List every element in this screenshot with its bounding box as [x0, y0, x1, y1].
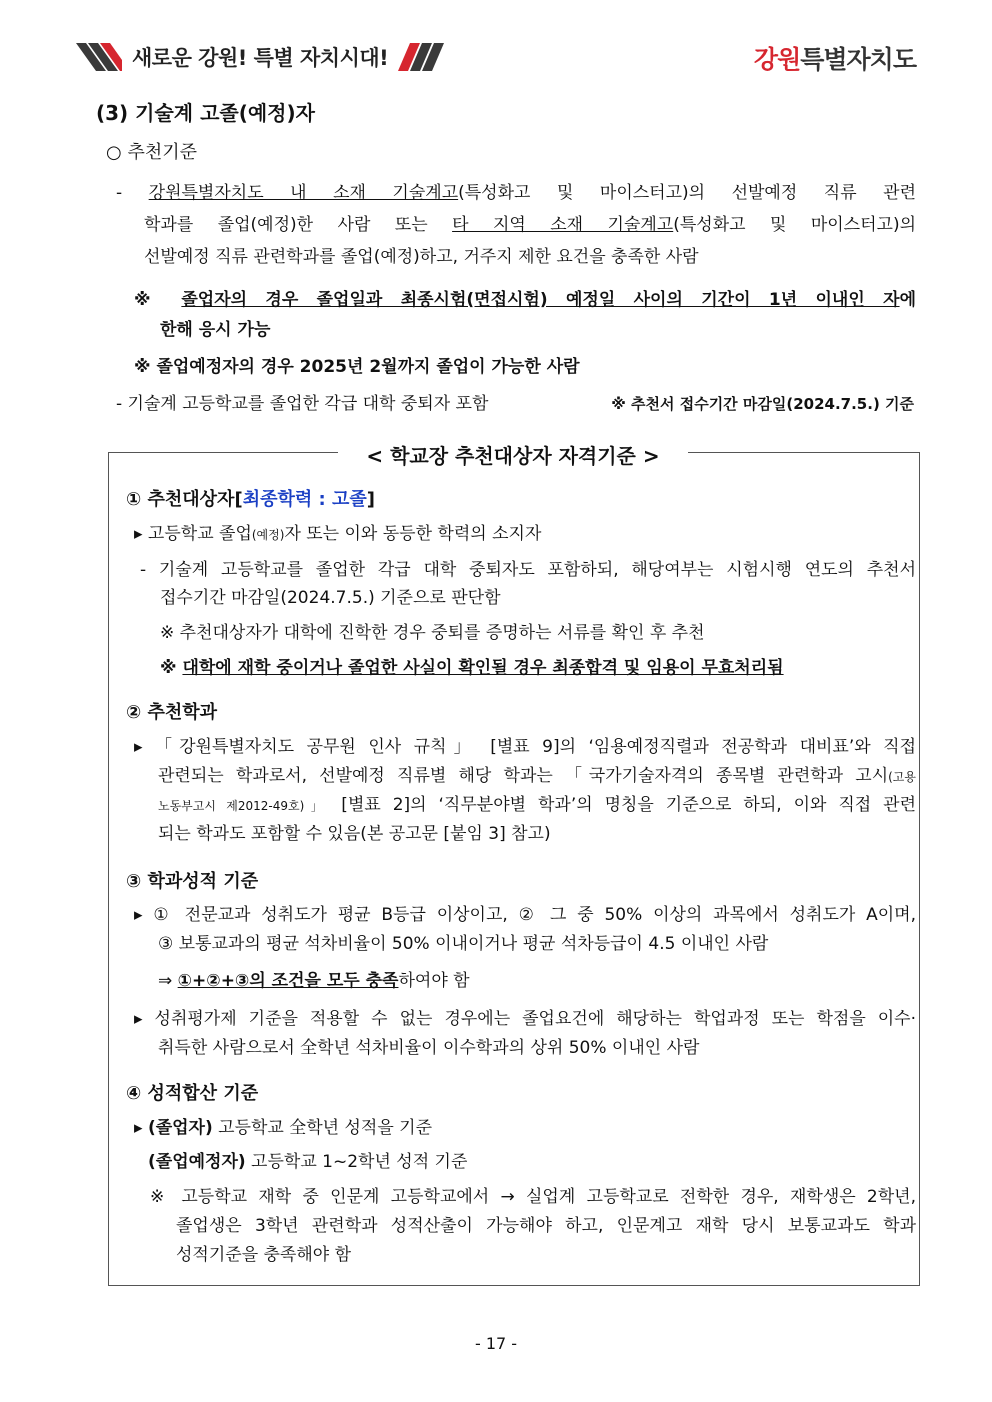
dash: - [116, 183, 149, 203]
text: 하여야 함 [398, 971, 470, 991]
s2-line-2 [158, 763, 916, 790]
circle-bullet-icon: ○ [106, 142, 122, 163]
stripe-left-icon [76, 43, 122, 71]
section-title: (3) 기술계 고졸(예정)자 [96, 101, 315, 125]
s2-line-3 [158, 792, 916, 819]
slogan-text: 새로운 강원! 특별 자치시대! [132, 46, 389, 70]
underline-text: 졸업자의 경우 졸업일과 최종시험(면접시험) 예정일 사이의 기간이 1년 이내인 자 [181, 290, 900, 310]
brand-logo [754, 40, 916, 76]
underline-text: 타 지역 소재 기술계고 [452, 215, 674, 235]
small-text: 노동부고시 제2012-49호)」 [158, 799, 330, 813]
s1-item [134, 521, 541, 548]
text: 관련되는 학과로서, 선발예정 직류별 해당 학과는 「국가기술자격의 종목별 관련학과 고시 [158, 766, 889, 786]
page-number: - 17 - [474, 1334, 518, 1353]
underline-text: ①+②+③의 조건을 모두 충족 [177, 971, 399, 991]
criteria-dash-2-note: ※ 추천서 접수기간 마감일(2024.7.5.) 기준 [611, 395, 914, 413]
s1-note-1: ※ 추천대상자가 대학에 진학한 경우 중퇴를 증명하는 서류를 확인 후 추천 [160, 623, 705, 643]
text: 고등학교 全학년 성적을 기준 [212, 1118, 433, 1138]
brand-red: 강원 [753, 45, 801, 74]
s1-title-text: ① 추천대상자 [126, 489, 235, 510]
note-1-line-2: 한해 응시 가능 [160, 320, 271, 340]
small-text: (고용 [888, 770, 916, 784]
text: (특성화고 및 마이스터고)의 선발예정 직류 관련 [458, 183, 916, 203]
note-mark: ※ [134, 290, 182, 310]
criteria-line-2 [144, 212, 916, 238]
criteria-line-1 [116, 180, 916, 206]
text: [별표 2]의 ‘직무분야별 학과’의 명칭을 기준으로 하되, 이와 직접 관련 [329, 795, 916, 815]
note-mark: ※ [160, 658, 183, 678]
s3-line-4: ▸ 성취평가제 기준을 적용할 수 없는 경우에는 졸업요건에 해당하는 학업과정 또는 학점을 이수· [134, 1009, 916, 1029]
text: 에 [899, 290, 916, 310]
text: ▸ 고등학교 졸업 [134, 524, 252, 544]
text: ▸ [134, 1118, 148, 1138]
box-title: < 학교장 추천대상자 자격기준 > [366, 444, 660, 468]
note-1-line-1 [134, 287, 916, 313]
arrow-text: ⇒ [158, 971, 178, 991]
bold-text: (졸업예정자) [148, 1152, 246, 1172]
bracket: ] [366, 489, 375, 510]
criteria-heading [106, 140, 197, 166]
s2-line-1: ▸ 「강원특별자치도 공무원 인사 규칙」 [별표 9]의 ‘임용예정직렬과 전공학과 대비표’와 직접 [134, 737, 916, 757]
bold-text: (졸업자) [147, 1118, 213, 1138]
s3-line-1: ▸ ① 전문교과 성취도가 평균 B등급 이상이고, ② 그 중 50% 이상의 과목에서 성취도가 A이며, [134, 905, 916, 925]
s2-line-4: 되는 학과도 포함할 수 있음(본 공고문 [붙임 3] 참고) [158, 824, 551, 844]
s3-title: ③ 학과성적 기준 [126, 871, 259, 892]
underline-text: 대학에 재학 중이거나 졸업한 사실이 확인될 경우 최종합격 및 임용이 무효처리됨 [182, 658, 784, 678]
s3-line-5: 취득한 사람으로서 全학년 석차비율이 이수학과의 상위 50% 이내인 사람 [158, 1038, 700, 1058]
s1-title [126, 487, 375, 513]
bracket: [ [234, 489, 243, 510]
s4-note-line-2: 졸업생은 3학년 관련학과 성적산출이 가능해야 하고, 인문계고 재학 당시 보통교과도 학과 [176, 1216, 916, 1236]
s4-line-1 [134, 1115, 432, 1141]
criteria-dash-2: - 기술계 고등학교를 졸업한 각급 대학 중퇴자 포함 [116, 394, 489, 414]
criteria-heading-text: 추천기준 [127, 142, 198, 163]
text: (특성화고 및 마이스터고)의 [673, 215, 917, 235]
text: 학과를 졸업(예정)한 사람 또는 [144, 215, 453, 235]
stripe-right-icon [398, 43, 444, 71]
s4-note-line-1: ※ 고등학교 재학 중 인문계 고등학교에서 → 실업계 고등학교로 전학한 경우, 재학생은 2학년, [150, 1187, 916, 1207]
text: 자 또는 이와 동등한 학력의 소지자 [284, 524, 542, 544]
s3-line-2: ③ 보통교과의 평균 석차비율이 50% 이내이거나 평균 석차등급이 4.5 이내인 사람 [158, 934, 769, 954]
s1-dash-line-2: 접수기간 마감일(2024.7.5.) 기준으로 판단함 [160, 588, 501, 608]
s1-highlight: 최종학력 : 고졸 [242, 489, 367, 510]
brand-rest: 특별자치도 [800, 45, 916, 74]
text: 고등학교 1~2학년 성적 기준 [245, 1152, 468, 1172]
small-text: (예정) [251, 528, 285, 542]
s1-dash-line-1: - 기술계 고등학교를 졸업한 각급 대학 중퇴자도 포함하되, 해당여부는 시험시행 연도의 추천서 [140, 560, 916, 580]
s1-note-2 [160, 655, 784, 681]
note-2: ※ 졸업예정자의 경우 2025년 2월까지 졸업이 가능한 사람 [134, 357, 580, 377]
underline-text: 강원특별자치도 내 소재 기술계고 [148, 183, 459, 203]
s3-line-3 [158, 968, 470, 994]
s4-note-line-3: 성적기준을 충족해야 함 [176, 1245, 352, 1265]
criteria-line-3: 선발예정 직류 관련학과를 졸업(예정)하고, 거주지 제한 요건을 충족한 사람 [144, 247, 699, 267]
s4-line-2 [148, 1149, 467, 1175]
header-slogan [76, 40, 444, 74]
s2-title: ② 추천학과 [126, 702, 218, 723]
s4-title: ④ 성적합산 기준 [126, 1083, 259, 1104]
